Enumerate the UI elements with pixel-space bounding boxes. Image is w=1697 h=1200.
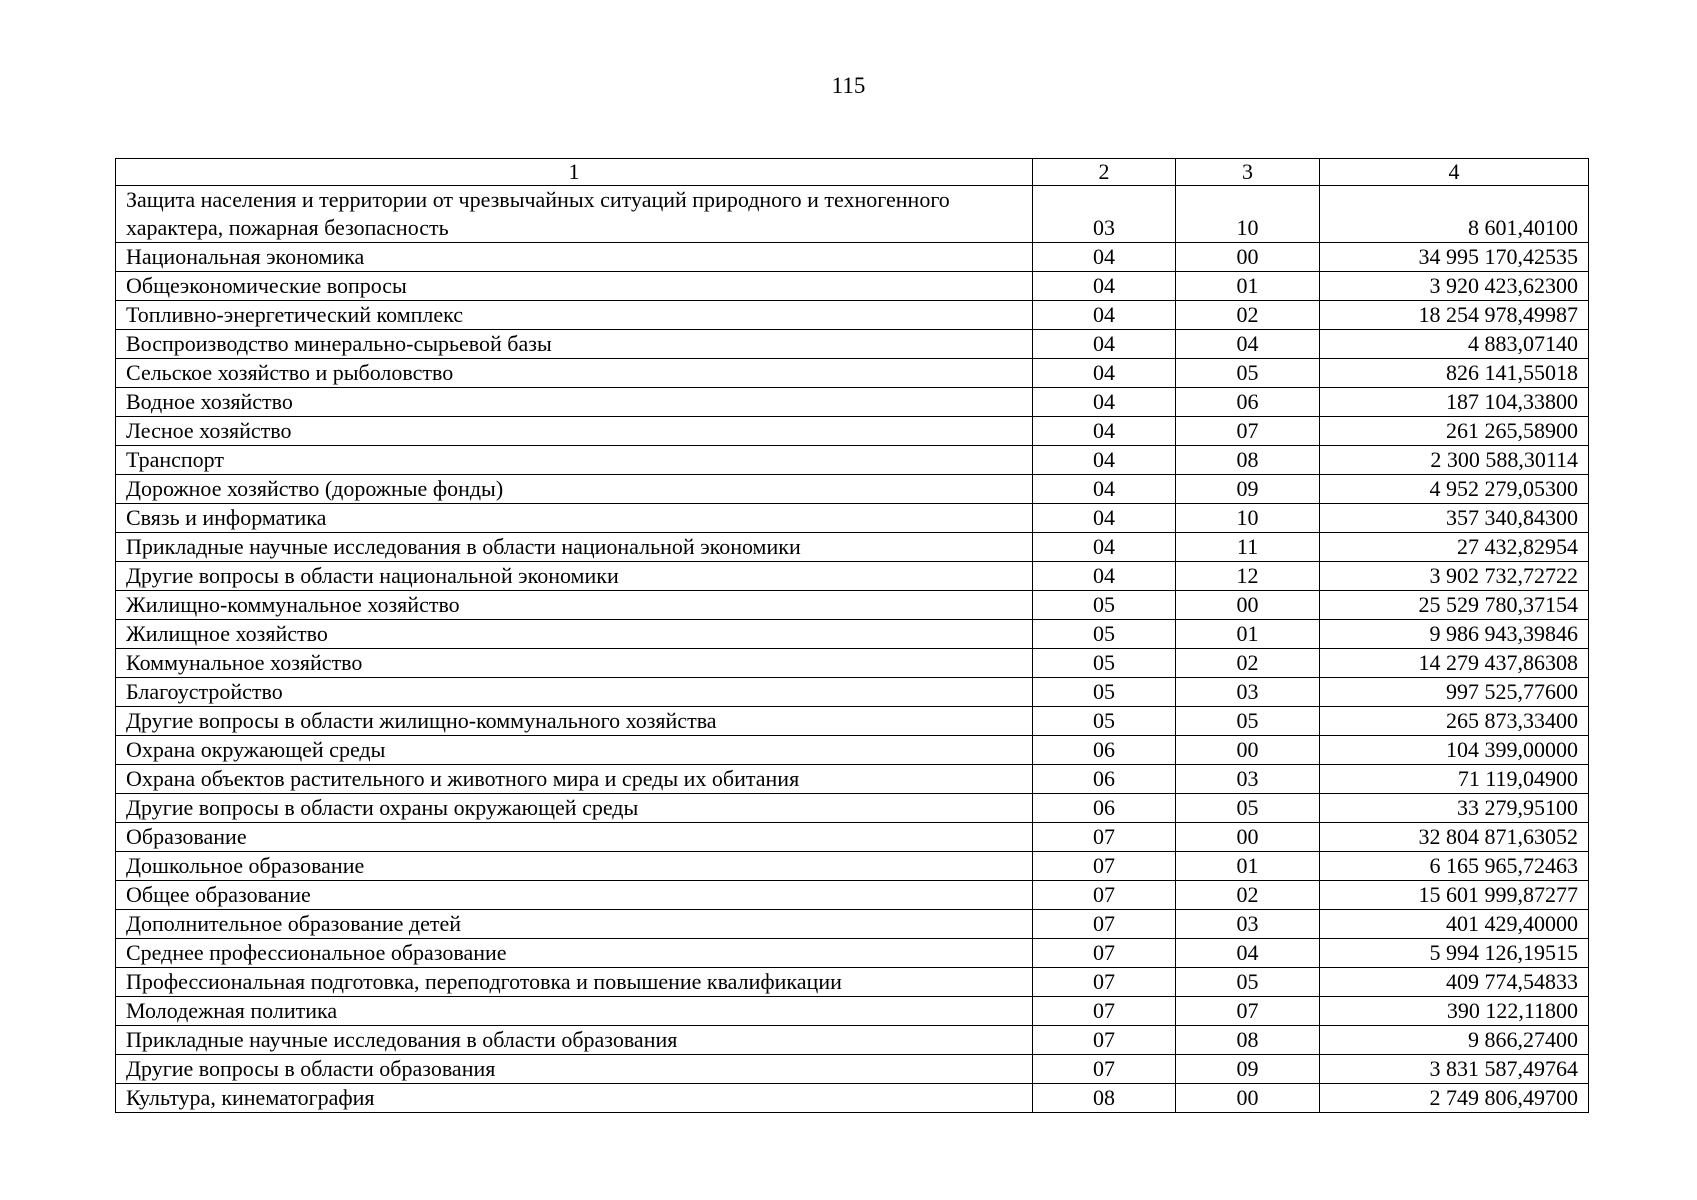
row-amount-cell: 409 774,54833 (1320, 968, 1589, 997)
row-section-cell: 04 (1033, 243, 1176, 272)
row-name-cell: Прикладные научные исследования в области образования (116, 1026, 1033, 1055)
table-row (116, 359, 1589, 388)
row-name-cell: Культура, кинематография (116, 1084, 1033, 1113)
row-section-cell: 05 (1033, 678, 1176, 707)
row-section-cell: 07 (1033, 881, 1176, 910)
table-row (116, 1055, 1589, 1084)
row-subsection-cell: 04 (1176, 330, 1320, 359)
row-section-cell: 07 (1033, 910, 1176, 939)
row-subsection-cell: 05 (1176, 707, 1320, 736)
row-subsection-cell: 09 (1176, 475, 1320, 504)
row-section-cell: 06 (1033, 765, 1176, 794)
row-section-cell: 04 (1033, 504, 1176, 533)
table-row (116, 475, 1589, 504)
row-amount-cell: 9 986 943,39846 (1320, 620, 1589, 649)
budget-table-body (116, 159, 1589, 1113)
row-section-cell: 05 (1033, 591, 1176, 620)
row-subsection-cell: 00 (1176, 591, 1320, 620)
table-row (116, 968, 1589, 997)
table-row (116, 649, 1589, 678)
row-amount-cell: 3 831 587,49764 (1320, 1055, 1589, 1084)
row-section-cell: 04 (1033, 272, 1176, 301)
table-row (116, 591, 1589, 620)
row-section-cell: 04 (1033, 388, 1176, 417)
table-row (116, 417, 1589, 446)
row-name-cell: Сельское хозяйство и рыболовство (116, 359, 1033, 388)
row-amount-cell: 14 279 437,86308 (1320, 649, 1589, 678)
table-row (116, 852, 1589, 881)
row-name-cell: Другие вопросы в области национальной экономики (116, 562, 1033, 591)
row-name-cell: Транспорт (116, 446, 1033, 475)
row-name-cell: Национальная экономика (116, 243, 1033, 272)
row-amount-cell: 826 141,55018 (1320, 359, 1589, 388)
row-amount-cell: 33 279,95100 (1320, 794, 1589, 823)
row-subsection-cell: 12 (1176, 562, 1320, 591)
row-amount-cell: 25 529 780,37154 (1320, 591, 1589, 620)
row-name-cell: Прикладные научные исследования в области национальной экономики (116, 533, 1033, 562)
row-subsection-cell: 03 (1176, 765, 1320, 794)
table-row (116, 272, 1589, 301)
row-section-cell: 07 (1033, 997, 1176, 1026)
row-subsection-cell: 02 (1176, 301, 1320, 330)
row-section-cell: 04 (1033, 417, 1176, 446)
table-row (116, 765, 1589, 794)
row-name-cell: Охрана окружающей среды (116, 736, 1033, 765)
row-amount-cell: 261 265,58900 (1320, 417, 1589, 446)
row-section-cell: 08 (1033, 1084, 1176, 1113)
row-subsection-cell: 08 (1176, 1026, 1320, 1055)
table-row (116, 446, 1589, 475)
row-name-cell: Водное хозяйство (116, 388, 1033, 417)
row-amount-cell: 104 399,00000 (1320, 736, 1589, 765)
row-amount-cell: 4 883,07140 (1320, 330, 1589, 359)
row-subsection-cell: 03 (1176, 678, 1320, 707)
row-subsection-cell: 07 (1176, 417, 1320, 446)
row-amount-cell: 390 122,11800 (1320, 997, 1589, 1026)
row-amount-cell: 3 902 732,72722 (1320, 562, 1589, 591)
table-row (116, 562, 1589, 591)
table-row (116, 823, 1589, 852)
row-amount-cell: 27 432,82954 (1320, 533, 1589, 562)
table-row (116, 736, 1589, 765)
row-subsection-cell: 01 (1176, 620, 1320, 649)
row-amount-cell: 997 525,77600 (1320, 678, 1589, 707)
table-row (116, 186, 1589, 243)
row-section-cell: 06 (1033, 736, 1176, 765)
row-amount-cell: 5 994 126,19515 (1320, 939, 1589, 968)
table-row (116, 388, 1589, 417)
row-name-cell: Воспроизводство минерально-сырьевой базы (116, 330, 1033, 359)
row-name-cell: Дополнительное образование детей (116, 910, 1033, 939)
row-subsection-cell: 05 (1176, 794, 1320, 823)
row-amount-cell: 9 866,27400 (1320, 1026, 1589, 1055)
row-name-cell: Другие вопросы в области охраны окружающей среды (116, 794, 1033, 823)
row-name-cell: Связь и информатика (116, 504, 1033, 533)
table-row (116, 794, 1589, 823)
row-subsection-cell: 02 (1176, 649, 1320, 678)
column-number-row (116, 159, 1589, 186)
row-amount-cell: 71 119,04900 (1320, 765, 1589, 794)
row-amount-cell: 4 952 279,05300 (1320, 475, 1589, 504)
table-row (116, 330, 1589, 359)
row-subsection-cell: 10 (1176, 504, 1320, 533)
column-number-3: 3 (1176, 159, 1320, 186)
row-section-cell: 04 (1033, 562, 1176, 591)
row-section-cell: 07 (1033, 968, 1176, 997)
row-section-cell: 04 (1033, 330, 1176, 359)
row-section-cell: 07 (1033, 1055, 1176, 1084)
table-row (116, 1084, 1589, 1113)
row-subsection-cell: 01 (1176, 272, 1320, 301)
row-subsection-cell: 01 (1176, 852, 1320, 881)
row-section-cell: 05 (1033, 649, 1176, 678)
table-row (116, 707, 1589, 736)
row-subsection-cell: 09 (1176, 1055, 1320, 1084)
column-number-1: 1 (116, 159, 1033, 186)
row-amount-cell: 3 920 423,62300 (1320, 272, 1589, 301)
row-subsection-cell: 05 (1176, 359, 1320, 388)
row-section-cell: 04 (1033, 533, 1176, 562)
row-subsection-cell: 00 (1176, 823, 1320, 852)
row-name-cell: Лесное хозяйство (116, 417, 1033, 446)
column-number-4: 4 (1320, 159, 1589, 186)
row-section-cell: 07 (1033, 823, 1176, 852)
table-row (116, 881, 1589, 910)
row-name-cell: Другие вопросы в области жилищно-коммунального хозяйства (116, 707, 1033, 736)
row-name-cell: Коммунальное хозяйство (116, 649, 1033, 678)
table-row (116, 678, 1589, 707)
row-amount-cell: 401 429,40000 (1320, 910, 1589, 939)
row-name-cell: Благоустройство (116, 678, 1033, 707)
row-amount-cell: 34 995 170,42535 (1320, 243, 1589, 272)
row-name-cell: Среднее профессиональное образование (116, 939, 1033, 968)
row-name-cell: Молодежная политика (116, 997, 1033, 1026)
row-subsection-cell: 00 (1176, 736, 1320, 765)
row-section-cell: 06 (1033, 794, 1176, 823)
row-name-cell: Охрана объектов растительного и животного мира и среды их обитания (116, 765, 1033, 794)
row-section-cell: 07 (1033, 939, 1176, 968)
row-name-cell: Образование (116, 823, 1033, 852)
row-name-cell: Защита населения и территории от чрезвычайных ситуаций природного и техногенного характера, пожарная безопасность (116, 186, 1033, 243)
row-amount-cell: 187 104,33800 (1320, 388, 1589, 417)
row-section-cell: 04 (1033, 475, 1176, 504)
row-amount-cell: 2 749 806,49700 (1320, 1084, 1589, 1113)
table-row (116, 997, 1589, 1026)
row-subsection-cell: 00 (1176, 1084, 1320, 1113)
row-subsection-cell: 05 (1176, 968, 1320, 997)
row-section-cell: 04 (1033, 446, 1176, 475)
budget-table (115, 158, 1589, 1113)
row-amount-cell: 265 873,33400 (1320, 707, 1589, 736)
row-section-cell: 07 (1033, 852, 1176, 881)
table-row (116, 939, 1589, 968)
row-subsection-cell: 11 (1176, 533, 1320, 562)
page-number: 115 (831, 73, 866, 98)
row-amount-cell: 357 340,84300 (1320, 504, 1589, 533)
table-row (116, 301, 1589, 330)
row-amount-cell: 2 300 588,30114 (1320, 446, 1589, 475)
row-section-cell: 04 (1033, 359, 1176, 388)
row-subsection-cell: 08 (1176, 446, 1320, 475)
row-name-cell: Общее образование (116, 881, 1033, 910)
table-row (116, 1026, 1589, 1055)
row-subsection-cell: 10 (1176, 186, 1320, 243)
table-row (116, 620, 1589, 649)
row-subsection-cell: 04 (1176, 939, 1320, 968)
row-name-cell: Дошкольное образование (116, 852, 1033, 881)
column-number-2: 2 (1033, 159, 1176, 186)
row-name-cell: Общеэкономические вопросы (116, 272, 1033, 301)
row-amount-cell: 8 601,40100 (1320, 186, 1589, 243)
row-section-cell: 05 (1033, 707, 1176, 736)
row-amount-cell: 6 165 965,72463 (1320, 852, 1589, 881)
row-name-cell: Жилищное хозяйство (116, 620, 1033, 649)
row-subsection-cell: 06 (1176, 388, 1320, 417)
row-amount-cell: 18 254 978,49987 (1320, 301, 1589, 330)
row-subsection-cell: 03 (1176, 910, 1320, 939)
row-name-cell: Топливно-энергетический комплекс (116, 301, 1033, 330)
row-name-cell: Жилищно-коммунальное хозяйство (116, 591, 1033, 620)
row-amount-cell: 15 601 999,87277 (1320, 881, 1589, 910)
table-row (116, 910, 1589, 939)
table-row (116, 504, 1589, 533)
row-subsection-cell: 07 (1176, 997, 1320, 1026)
row-subsection-cell: 02 (1176, 881, 1320, 910)
row-subsection-cell: 00 (1176, 243, 1320, 272)
row-section-cell: 07 (1033, 1026, 1176, 1055)
row-section-cell: 05 (1033, 620, 1176, 649)
row-name-cell: Другие вопросы в области образования (116, 1055, 1033, 1084)
row-section-cell: 03 (1033, 186, 1176, 243)
row-amount-cell: 32 804 871,63052 (1320, 823, 1589, 852)
table-row (116, 533, 1589, 562)
row-name-cell: Дорожное хозяйство (дорожные фонды) (116, 475, 1033, 504)
row-name-cell: Профессиональная подготовка, переподготовка и повышение квалификации (116, 968, 1033, 997)
table-row (116, 243, 1589, 272)
row-section-cell: 04 (1033, 301, 1176, 330)
